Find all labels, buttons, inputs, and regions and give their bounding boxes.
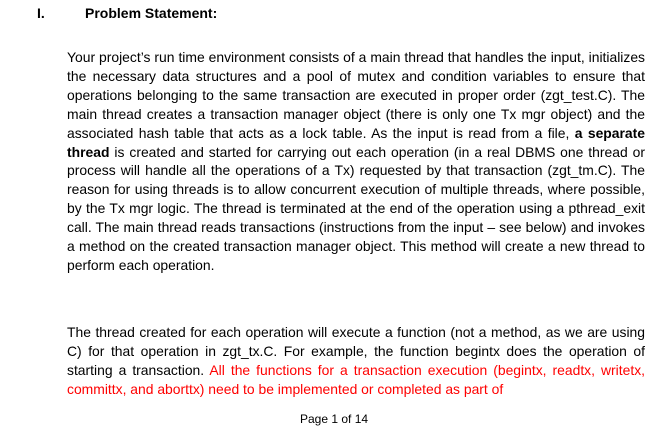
paragraph1-text-start: Your project’s run time environment consists of a main thread that handles the input, initializes the necessary data structures and a pool of mutex and condition variables to ensure that operations belonging to the same transaction are executed in proper order (zgt_test.C). The main thread creates a transaction manager object (there is only one Tx mgr object) and the associated hash table that acts as a lock table. As the input is read from a file, [67,49,645,141]
section-number: I. [37,5,45,21]
paragraph-runtime-environment [67,48,645,275]
paragraph2-text: The thread created for each operation will execute a function (not a method, as we are using C) for that operation in zgt_tx.C. For example, the function begintx does the operation of starting a transaction. [67,324,645,378]
section-heading [37,4,217,22]
section-title: Problem Statement: [85,5,218,21]
page-footer: Page 1 of 14 [300,412,369,426]
paragraph1-text-end: is created and started for carrying out each operation (in a real DBMS one thread or process will handle all the operations of a Tx) requested by that transaction (zgt_tm.C). The reason for using threads is to allow concurrent execution of multiple threads, where possible, by the Tx mgr logic. The thread is terminated at the end of the operation using a pthread_exit call. The main thread reads transactions (instructions from the input – see below) and invokes a method on the created transaction manager object. This method will create a new thread to perform each operation. [67,143,645,273]
paragraph1-bold-phrase: a separate thread [67,124,646,160]
paragraph-thread-functions [67,323,645,399]
paragraph2-highlight-text: All the functions for a transaction execution (begintx, readtx, writetx, committx, and aborttx) need to be implemented or completed as part of [67,361,645,397]
